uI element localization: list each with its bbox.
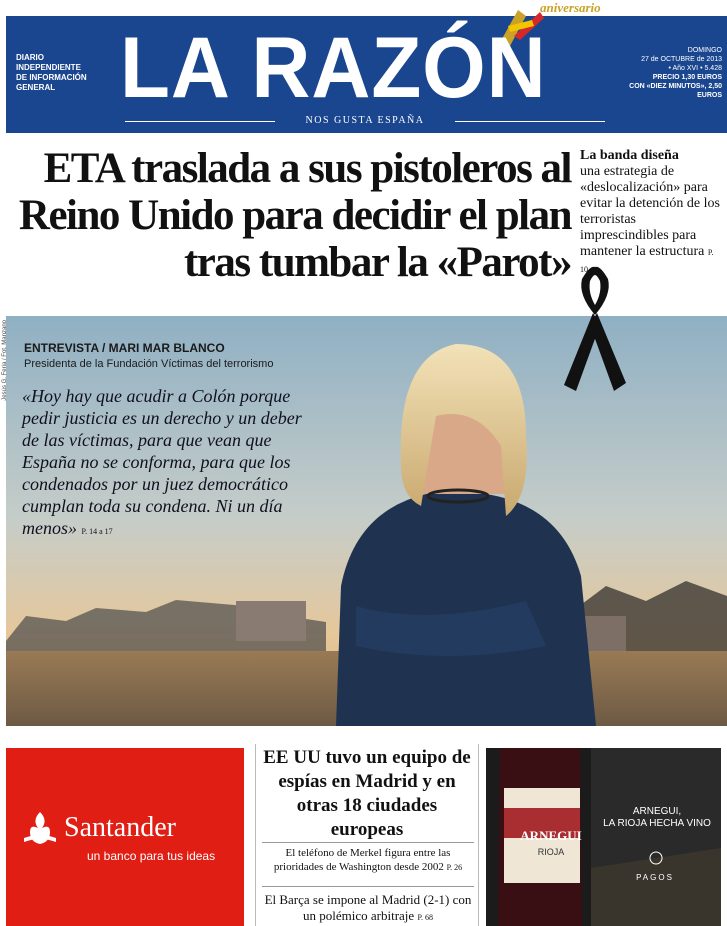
interview-kicker: ENTREVISTA / MARI MAR BLANCO	[24, 341, 225, 355]
photo-credit-text: Jesús G. Feria / Fot. Manzano	[2, 320, 8, 401]
edition-day: DOMINGO	[687, 47, 722, 54]
story-summary[interactable]	[262, 846, 474, 875]
santander-brand: Santander	[64, 812, 176, 843]
masthead-description	[16, 53, 106, 93]
sports-story-text: El Barça se impone al Madrid (2-1) con un polémico arbitraje	[264, 892, 472, 923]
edition-number: • Año XVI • 5.428	[668, 65, 722, 72]
masthead-line: DE INFORMACIÓN	[16, 73, 87, 82]
slogan-line: ARNEGUI,	[632, 806, 682, 817]
edition-price-bundle: CON «DIEZ MINUTOS», 2,50 EUROS	[629, 83, 722, 99]
story-divider	[262, 842, 474, 843]
lead-headline[interactable]: ETA traslada a sus pistoleros al Reino Unido para decidir el plan tras tumbar la «Parot»	[18, 145, 571, 286]
newspaper-logo[interactable]: LA RAZÓN	[120, 20, 547, 116]
page-reference: P. 26	[446, 863, 463, 872]
interview-quote[interactable]	[22, 385, 322, 543]
story-summary-text: El teléfono de Merkel figura entre las prioridades de Washington desde 2002	[273, 847, 451, 873]
masthead-line: DIARIO	[16, 53, 44, 62]
story-divider	[262, 886, 474, 887]
edition-price: PRECIO 1,30 EUROS	[652, 74, 722, 81]
edition-date: 27 de OCTUBRE de 2013	[641, 56, 722, 63]
bottle-brand: ARNEGUI	[520, 828, 582, 843]
tagline-rule	[455, 121, 605, 122]
page-reference: P. 14 a 17	[81, 527, 113, 536]
column-divider	[255, 744, 256, 926]
santander-flame-icon	[20, 808, 60, 848]
masthead-line: INDEPENDIENTE	[16, 63, 81, 72]
anniversary-text: aniversario	[540, 0, 601, 15]
masthead-line: GENERAL	[16, 83, 56, 92]
page-reference: P. 68	[417, 913, 433, 922]
tagline-rule	[125, 121, 275, 122]
edition-info	[612, 46, 722, 100]
story-headline[interactable]: EE UU tuvo un equipo de espías en Madrid y en otras 18 ciudades europeas	[263, 747, 471, 840]
lead-side-story[interactable]	[580, 148, 721, 278]
side-story-text: una estrategia de «deslocalización» para evitar la detención de los terroristas imprescindibles para mantener la estructura	[580, 164, 720, 259]
sports-story[interactable]	[262, 892, 474, 926]
photo-credit	[2, 320, 12, 440]
bottle-region: RIOJA	[537, 847, 565, 857]
quote-text: «Hoy hay que acudir a Colón porque pedir justicia es un derecho y un deber de las víctimas, para que vean que España no se conforma, para que los condenados por un juez democrático cumplan toda su condena. Ni un día menos»	[22, 386, 302, 538]
column-divider	[478, 744, 479, 926]
page-reference: P. 10	[580, 248, 714, 274]
tagline: NOS GUSTA ESPAÑA	[305, 115, 425, 126]
interview-subtitle: Presidenta de la Fundación Víctimas del terrorismo	[24, 358, 274, 370]
side-story-lead: La banda diseña	[580, 148, 679, 163]
slogan-line: LA RIOJA HECHA VINO	[603, 818, 711, 829]
winery-name: PAGOS	[636, 873, 674, 882]
wine-slogan	[598, 806, 716, 830]
santander-tagline: un banco para tus ideas	[87, 849, 216, 863]
mourning-ribbon-icon	[560, 265, 630, 395]
